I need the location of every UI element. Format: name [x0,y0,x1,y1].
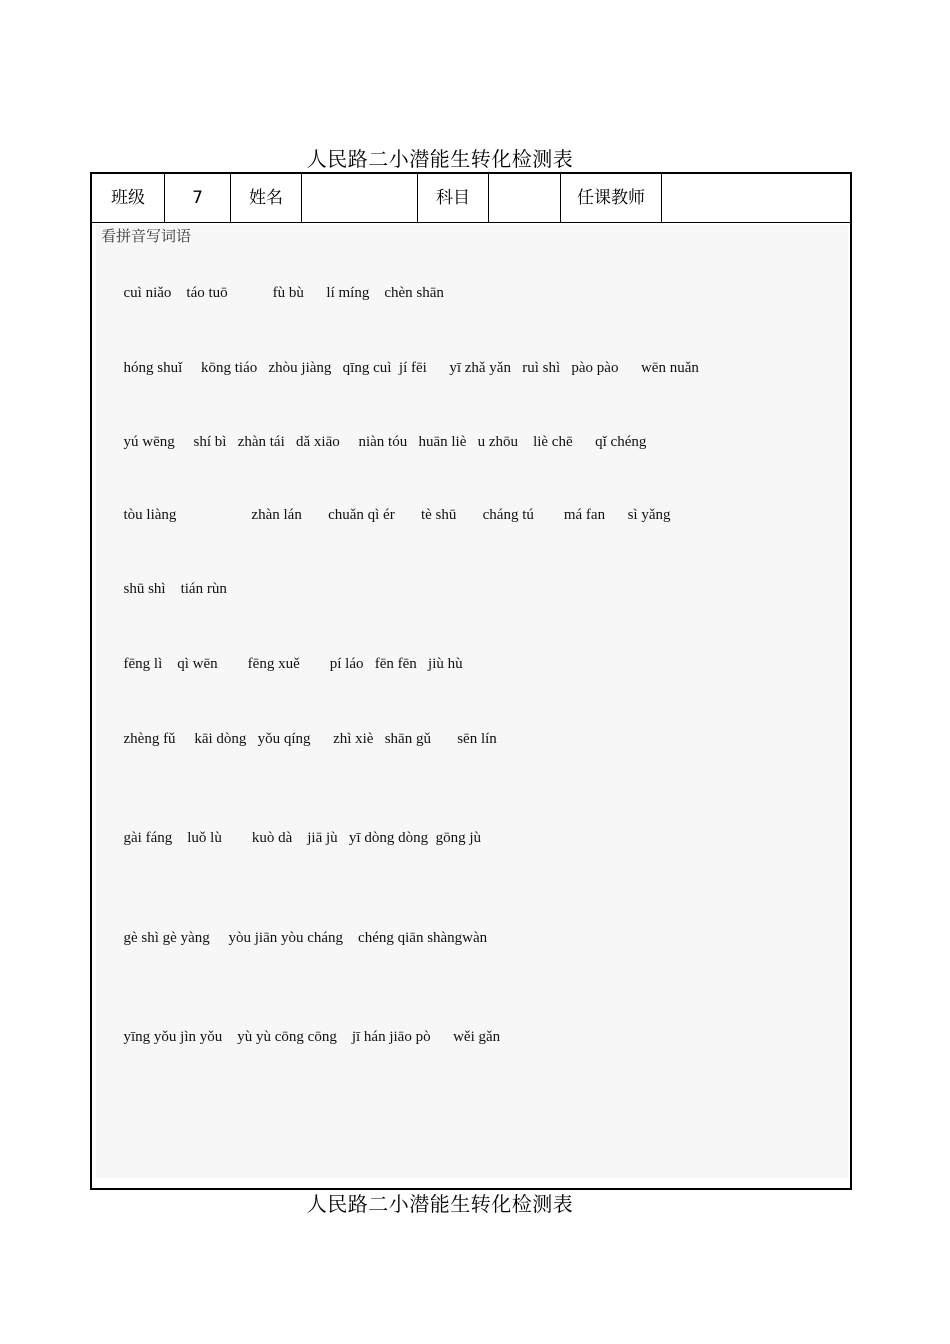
class-value[interactable]: 7 [192,188,203,208]
pinyin-word: kāi dòng [194,731,247,747]
pinyin-word: fēn fēn [374,656,417,672]
pinyin-word: hóng shuǐ [123,360,183,376]
pinyin-word: dǎ xiāo [296,434,340,450]
pinyin-word: jī hán jiāo pò [351,1029,431,1045]
pinyin-line [101,338,699,398]
pinyin-word: táo tuō [186,285,228,301]
class-label: 班级 [111,188,145,208]
page-title: 人民路二小潜能生转化检测表 [306,147,574,171]
pinyin-word: cuì niǎo [123,285,172,301]
pinyin-word: luǒ lù [187,830,222,846]
pinyin-word: shū shì [123,581,166,597]
name-label: 姓名 [249,188,283,208]
pinyin-word: chéng qiān shàngwàn [358,930,488,946]
subject-value[interactable] [489,174,560,222]
exercise-instruction: 看拼音写词语 [101,227,192,245]
pinyin-word: zhì xiè [333,731,374,747]
pinyin-word: kuò dà [251,830,293,846]
pinyin-word: niàn tóu [358,434,408,450]
teacher-label: 任课教师 [577,188,645,208]
pinyin-word: jí fēi [398,360,427,376]
pinyin-word: yǒu qíng [257,731,311,747]
pinyin-line [101,634,463,694]
pinyin-word: zhàn lán [251,507,302,523]
pinyin-word: qīng cuì [342,360,392,376]
pinyin-word: fēng xuě [247,656,300,672]
pinyin-word: gè shì gè yàng [123,930,210,946]
pinyin-word: fù bù [272,285,304,301]
pinyin-word: kōng tiáo [201,360,258,376]
pinyin-word: má fan [563,507,606,523]
pinyin-word: lí míng [326,285,370,301]
pinyin-word: gōng jù [435,830,482,846]
pinyin-line [101,485,671,545]
pinyin-word: qì wēn [177,656,218,672]
subject-label: 科目 [436,188,470,208]
pinyin-word: zhàn tái [237,434,285,450]
pinyin-line [101,263,444,323]
pinyin-line [101,709,497,769]
form-table [90,172,852,1190]
pinyin-line [101,908,487,968]
pinyin-word: chèn shān [384,285,444,301]
pinyin-word: sì yǎng [627,507,671,523]
pinyin-word: chuǎn qì ér [328,507,395,523]
pinyin-word: yī dòng dòng [348,830,429,846]
pinyin-word: tián rùn [180,581,227,597]
pinyin-word: huān liè [418,434,467,450]
pinyin-word: yòu jiān yòu cháng [228,930,344,946]
pinyin-word: shān gǔ [384,731,431,747]
pinyin-word: yú wēng [123,434,175,450]
pinyin-word: liè chē [533,434,573,450]
pinyin-word: fēng lì [123,656,163,672]
pinyin-word: zhèng fǔ [123,731,176,747]
exercise-area [96,225,848,1178]
pinyin-word: pí láo [329,656,364,672]
pinyin-word: wěi gǎn [453,1029,501,1045]
pinyin-word: wēn nuǎn [640,360,699,376]
pinyin-word: yù yù cōng cōng [237,1029,337,1045]
pinyin-word: cháng tú [482,507,534,523]
pinyin-word: shí bì [193,434,227,450]
pinyin-word: gài fáng [123,830,173,846]
pinyin-word: jiù hù [428,656,463,672]
pinyin-word: yīng yǒu jìn yǒu [123,1029,223,1045]
pinyin-line [101,412,646,472]
pinyin-word: tòu liàng [123,507,177,523]
pinyin-line [101,1007,500,1067]
name-value[interactable] [302,174,417,222]
pinyin-word: sēn lín [457,731,497,747]
pinyin-word: tè shū [420,507,457,523]
pinyin-word: ruì shì [522,360,561,376]
teacher-value[interactable] [662,174,850,222]
header-row [92,174,850,223]
pinyin-word: pào pào [571,360,619,376]
pinyin-word: zhòu jiàng [268,360,332,376]
pinyin-word: qǐ chéng [595,434,647,450]
pinyin-word: jiā jù [307,830,338,846]
pinyin-line [101,808,481,868]
footer-title: 人民路二小潜能生转化检测表 [306,1192,574,1216]
pinyin-word: yī zhǎ yǎn [449,360,511,376]
pinyin-word: u zhōu [477,434,519,450]
pinyin-line [101,559,227,619]
